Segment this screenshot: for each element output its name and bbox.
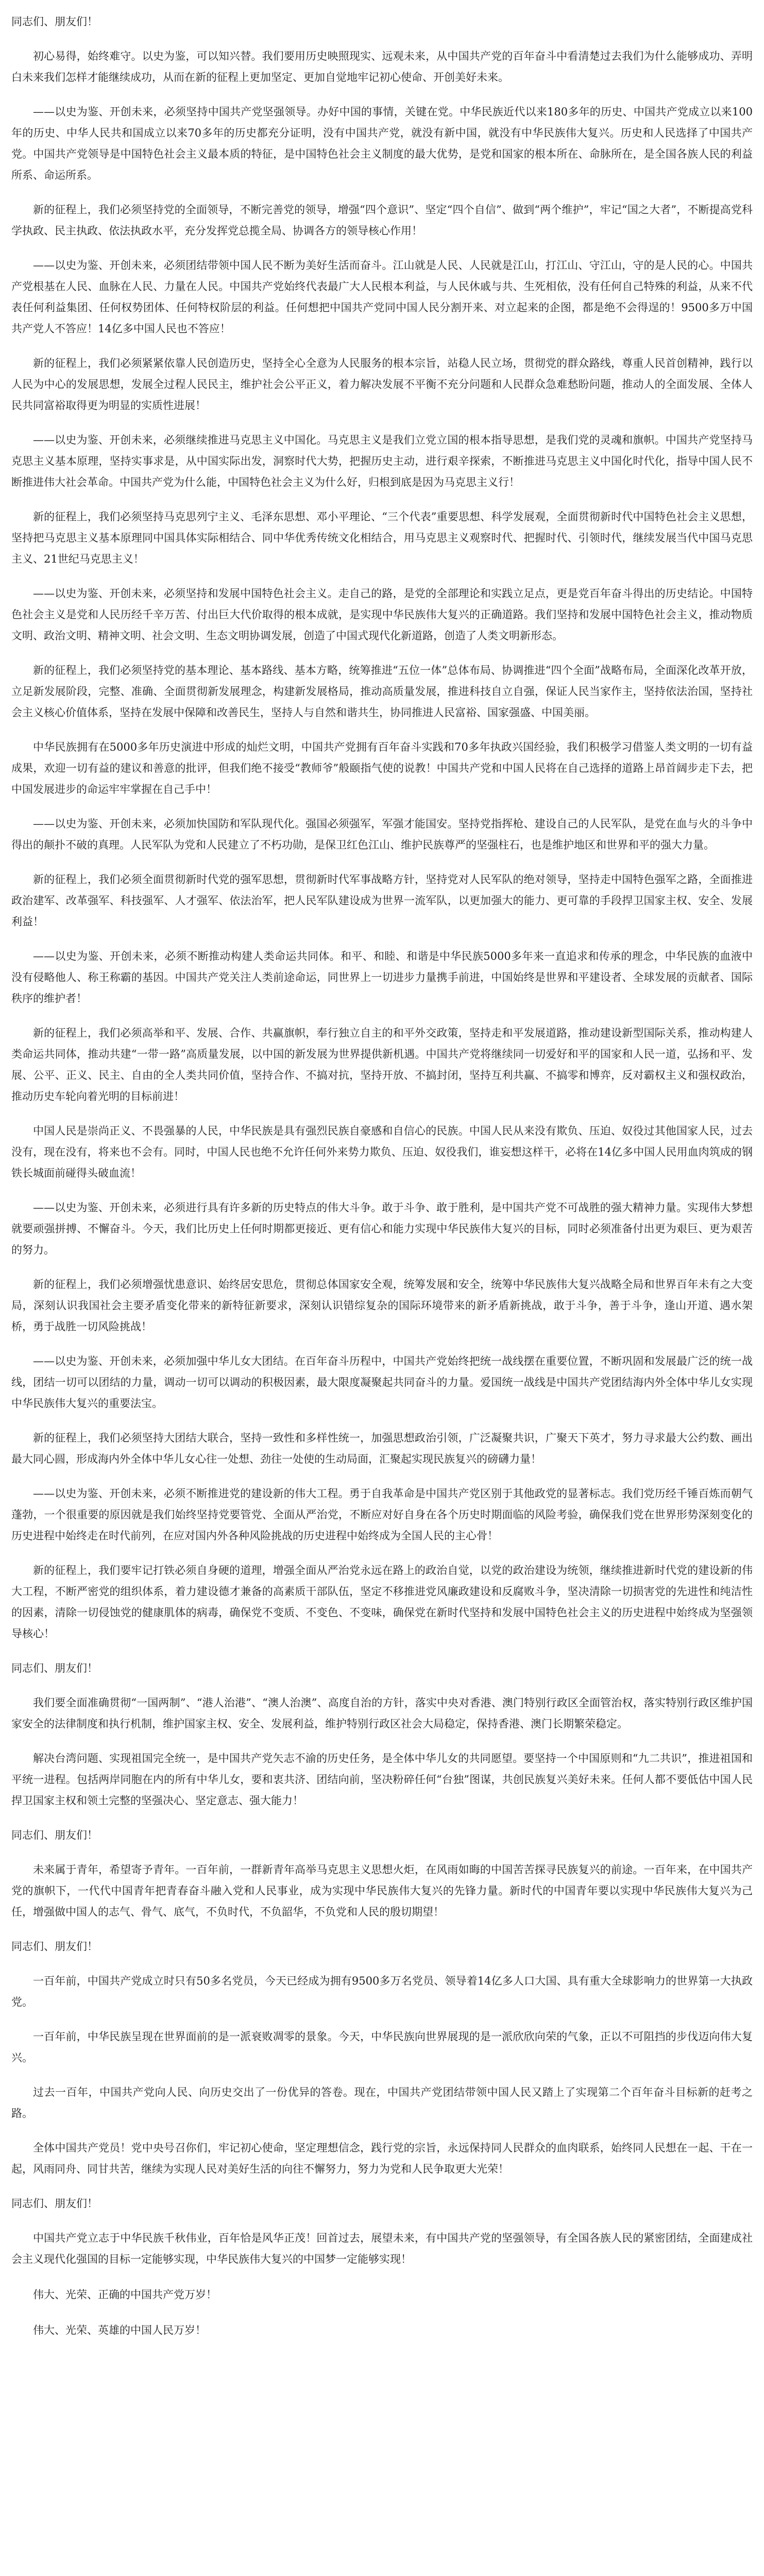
paragraph: 中国人民是崇尚正义、不畏强暴的人民，中华民族是具有强烈民族自豪感和自信心的民族。中国人民从来没有欺负、压迫、奴役过其他国家人民，过去没有，现在没有，将来也不会有。同时，中国人民也绝不允许任何外来势力欺负、压迫、奴役我们，谁妄想这样干，必将在14亿多中国人民用血肉筑成的钢铁长城面前碰得头破血流！ bbox=[11, 1125, 753, 1179]
paragraph: ——以史为鉴、开创未来，必须不断推进党的建设新的伟大工程。勇于自我革命是中国共产党区别于其他政党的显著标志。我们党历经千锤百炼而朝气蓬勃，一个很重要的原因就是我们始终坚持党要管党、全面从严治党，不断应对好自身在各个历史时期面临的风险考验，确保我们党在世界形势深刻变化的历史进程中始终走在时代前列，在应对国内外各种风险挑战的历史进程中始终成为全国人民的主心骨！ bbox=[11, 1487, 753, 1542]
salutation-opening: 同志们、朋友们！ bbox=[11, 15, 98, 28]
closing-slogan: 伟大、光荣、英雄的中国人民万岁！ bbox=[33, 2324, 206, 2336]
closing-slogan: 伟大、光荣、正确的中国共产党万岁！ bbox=[33, 2289, 217, 2301]
paragraph: 新的征程上，我们必须全面贯彻新时代党的强军思想，贯彻新时代军事战略方针，坚持党对人民军队的绝对领导，坚持走中国特色强军之路，全面推进政治建军、改革强军、科技强军、人才强军、依法治军，把人民军队建设成为世界一流军队，以更加强大的能力、更可靠的手段捍卫国家主权、安全、发展利益！ bbox=[11, 873, 753, 928]
paragraph: ——以史为鉴、开创未来，必须坚持中国共产党坚强领导。办好中国的事情，关键在党。中华民族近代以来180多年的历史、中国共产党成立以来100年的历史、中华人民共和国成立以来70多年的历史都充分证明，没有中国共产党，就没有新中国，就没有中华民族伟大复兴。历史和人民选择了中国共产党。中国共产党领导是中国特色社会主义最本质的特征，是中国特色社会主义制度的最大优势，是党和国家的根本所在、命脉所在，是全国各族人民的利益所系、命运所系。 bbox=[11, 106, 753, 181]
paragraph: 过去一百年，中国共产党向人民、向历史交出了一份优异的答卷。现在，中国共产党团结带领中国人民又踏上了实现第二个百年奋斗目标新的赶考之路。 bbox=[11, 2086, 753, 2120]
paragraph: 新的征程上，我们必须坚持大团结大联合，坚持一致性和多样性统一，加强思想政治引领，广泛凝聚共识，广聚天下英才，努力寻求最大公约数、画出最大同心圆，形成海内外全体中华儿女心往一处想、劲往一处使的生动局面，汇聚起实现民族复兴的磅礴力量！ bbox=[11, 1432, 753, 1465]
paragraph: 新的征程上，我们必须高举和平、发展、合作、共赢旗帜，奉行独立自主的和平外交政策，坚持走和平发展道路，推动建设新型国际关系，推动构建人类命运共同体，推动共建“一带一路”高质量发展，以中国的新发展为世界提供新机遇。中国共产党将继续同一切爱好和平的国家和人民一道，弘扬和平、发展、公平、正义、民主、自由的全人类共同价值，坚持合作、不搞对抗，坚持开放、不搞封闭，坚持互利共赢、不搞零和博弈，反对霸权主义和强权政治，推动历史车轮向着光明的目标前进！ bbox=[11, 1027, 753, 1103]
paragraph: 中华民族拥有在5000多年历史演进中形成的灿烂文明，中国共产党拥有百年奋斗实践和70多年执政兴国经验，我们积极学习借鉴人类文明的一切有益成果，欢迎一切有益的建议和善意的批评，但我们绝不接受“教师爷”般颐指气使的说教！中国共产党和中国人民将在自己选择的道路上昂首阔步走下去，把中国发展进步的命运牢牢掌握在自己手中！ bbox=[11, 741, 753, 795]
paragraph: 新的征程上，我们必须坚持党的基本理论、基本路线、基本方略，统筹推进“五位一体”总体布局、协调推进“四个全面”战略布局，全面深化改革开放，立足新发展阶段，完整、准确、全面贯彻新发展理念，构建新发展格局，推动高质量发展，推进科技自立自强，保证人民当家作主，坚持依法治国，坚持社会主义核心价值体系，坚持在发展中保障和改善民生，坚持人与自然和谐共生，协同推进人民富裕、国家强盛、中国美丽。 bbox=[11, 664, 753, 719]
paragraph: ——以史为鉴、开创未来，必须不断推动构建人类命运共同体。和平、和睦、和谐是中华民族5000多年来一直追求和传承的理念，中华民族的血液中没有侵略他人、称王称霸的基因。中国共产党关注人类前途命运，同世界上一切进步力量携手前进，中国始终是世界和平建设者、全球发展的贡献者、国际秩序的维护者！ bbox=[11, 950, 753, 1005]
paragraph: 新的征程上，我们必须紧紧依靠人民创造历史，坚持全心全意为人民服务的根本宗旨，站稳人民立场，贯彻党的群众路线，尊重人民首创精神，践行以人民为中心的发展思想，发展全过程人民民主，维护社会公平正义，着力解决发展不平衡不充分问题和人民群众急难愁盼问题，推动人的全面发展、全体人民共同富裕取得更为明显的实质性进展！ bbox=[11, 357, 753, 412]
salutation: 同志们、朋友们！ bbox=[11, 1662, 98, 1674]
paragraph: ——以史为鉴、开创未来，必须进行具有许多新的历史特点的伟大斗争。敢于斗争、敢于胜利，是中国共产党不可战胜的强大精神力量。实现伟大梦想就要顽强拼搏、不懈奋斗。今天，我们比历史上任何时期都更接近、更有信心和能力实现中华民族伟大复兴的目标，同时必须准备付出更为艰巨、更为艰苦的努力。 bbox=[11, 1201, 753, 1256]
paragraph: 初心易得，始终难守。以史为鉴，可以知兴替。我们要用历史映照现实、远观未来，从中国共产党的百年奋斗中看清楚过去我们为什么能够成功、弄明白未来我们怎样才能继续成功，从而在新的征程上更加坚定、更加自觉地牢记初心使命、开创美好未来。 bbox=[11, 50, 753, 83]
paragraph: 新的征程上，我们必须坚持党的全面领导，不断完善党的领导，增强“四个意识”、坚定“四个自信”、做到“两个维护”，牢记“国之大者”，不断提高党科学执政、民主执政、依法执政水平，充分发挥党总揽全局、协调各方的领导核心作用！ bbox=[11, 204, 753, 237]
paragraph: 全体中国共产党员！党中央号召你们，牢记初心使命，坚定理想信念，践行党的宗旨，永远保持同人民群众的血肉联系，始终同人民想在一起、干在一起，风雨同舟、同甘共苦，继续为实现人民对美好生活的向往不懈努力，努力为党和人民争取更大光荣！ bbox=[11, 2142, 753, 2175]
salutation: 同志们、朋友们！ bbox=[11, 1940, 98, 1953]
paragraph: 新的征程上，我们必须坚持马克思列宁主义、毛泽东思想、邓小平理论、“三个代表”重要思想、科学发展观，全面贯彻新时代中国特色社会主义思想，坚持把马克思主义基本原理同中国具体实际相结合、同中华优秀传统文化相结合，用马克思主义观察时代、把握时代、引领时代，继续发展当代中国马克思主义、21世纪马克思主义！ bbox=[11, 511, 753, 565]
paragraph: ——以史为鉴、开创未来，必须继续推进马克思主义中国化。马克思主义是我们立党立国的根本指导思想，是我们党的灵魂和旗帜。中国共产党坚持马克思主义基本原理，坚持实事求是，从中国实际出发，洞察时代大势，把握历史主动，进行艰辛探索，不断推进马克思主义中国化时代化，指导中国人民不断推进伟大社会革命。中国共产党为什么能，中国特色社会主义为什么好，归根到底是因为马克思主义行！ bbox=[11, 434, 753, 488]
salutation: 同志们、朋友们！ bbox=[11, 1829, 98, 1841]
paragraph: 新的征程上，我们要牢记打铁必须自身硬的道理，增强全面从严治党永远在路上的政治自觉，以党的政治建设为统领，继续推进新时代党的建设新的伟大工程，不断严密党的组织体系，着力建设德才兼备的高素质干部队伍，坚定不移推进党风廉政建设和反腐败斗争，坚决清除一切损害党的先进性和纯洁性的因素，清除一切侵蚀党的健康肌体的病毒，确保党不变质、不变色、不变味，确保党在新时代坚持和发展中国特色社会主义的历史进程中始终成为坚强领导核心！ bbox=[11, 1564, 753, 1640]
paragraph: 我们要全面准确贯彻“一国两制”、“港人治港”、“澳人治澳”、高度自治的方针，落实中央对香港、澳门特别行政区全面管治权，落实特别行政区维护国家安全的法律制度和执行机制，维护国家主权、安全、发展利益，维护特别行政区社会大局稳定，保持香港、澳门长期繁荣稳定。 bbox=[11, 1697, 753, 1730]
paragraph: ——以史为鉴、开创未来，必须坚持和发展中国特色社会主义。走自己的路，是党的全部理论和实践立足点，更是党百年奋斗得出的历史结论。中国特色社会主义是党和人民历经千辛万苦、付出巨大代价取得的根本成就，是实现中华民族伟大复兴的正确道路。我们坚持和发展中国特色社会主义，推动物质文明、政治文明、精神文明、社会文明、生态文明协调发展，创造了中国式现代化新道路，创造了人类文明新形态。 bbox=[11, 587, 753, 642]
paragraph: 新的征程上，我们必须增强忧患意识、始终居安思危，贯彻总体国家安全观，统筹发展和安全，统筹中华民族伟大复兴战略全局和世界百年未有之大变局，深刻认识我国社会主要矛盾变化带来的新特征新要求，深刻认识错综复杂的国际环境带来的新矛盾新挑战，敢于斗争，善于斗争，逢山开道、遇水架桥，勇于战胜一切风险挑战！ bbox=[11, 1278, 753, 1333]
paragraph: ——以史为鉴、开创未来，必须团结带领中国人民不断为美好生活而奋斗。江山就是人民、人民就是江山，打江山、守江山，守的是人民的心。中国共产党根基在人民、血脉在人民、力量在人民。中国共产党始终代表最广大人民根本利益，与人民休戚与共、生死相依，没有任何自己特殊的利益，从来不代表任何利益集团、任何权势团体、任何特权阶层的利益。任何想把中国共产党同中国人民分割开来、对立起来的企图，都是绝不会得逞的！9500多万中国共产党人不答应！14亿多中国人民也不答应！ bbox=[11, 259, 753, 335]
paragraph: 中国共产党立志于中华民族千秋伟业，百年恰是风华正茂！回首过去，展望未来，有中国共产党的坚强领导，有全国各族人民的紧密团结，全面建成社会主义现代化强国的目标一定能够实现，中华民族伟大复兴的中国梦一定能够实现！ bbox=[11, 2232, 753, 2265]
paragraph: 一百年前，中华民族呈现在世界面前的是一派衰败凋零的景象。今天，中华民族向世界展现的是一派欣欣向荣的气象，正以不可阻挡的步伐迈向伟大复兴。 bbox=[11, 2030, 753, 2064]
paragraph: ——以史为鉴、开创未来，必须加强中华儿女大团结。在百年奋斗历程中，中国共产党始终把统一战线摆在重要位置，不断巩固和发展最广泛的统一战线，团结一切可以团结的力量，调动一切可以调动的积极因素，最大限度凝聚起共同奋斗的力量。爱国统一战线是中国共产党团结海内外全体中华儿女实现中华民族伟大复兴的重要法宝。 bbox=[11, 1355, 753, 1410]
paragraph: 一百年前，中国共产党成立时只有50多名党员，今天已经成为拥有9500多万名党员、领导着14亿多人口大国、具有重大全球影响力的世界第一大执政党。 bbox=[11, 1975, 753, 2008]
paragraph: 解决台湾问题、实现祖国完全统一，是中国共产党矢志不渝的历史任务，是全体中华儿女的共同愿望。要坚持一个中国原则和“九二共识”，推进祖国和平统一进程。包括两岸同胞在内的所有中华儿女，要和衷共济、团结向前，坚决粉碎任何“台独”图谋，共创民族复兴美好未来。任何人都不要低估中国人民捍卫国家主权和领土完整的坚强决心、坚定意志、强大能力！ bbox=[11, 1752, 753, 1807]
salutation: 同志们、朋友们！ bbox=[11, 2197, 98, 2210]
paragraph: ——以史为鉴、开创未来，必须加快国防和军队现代化。强国必须强军，军强才能国安。坚持党指挥枪、建设自己的人民军队，是党在血与火的斗争中得出的颠扑不破的真理。人民军队为党和人民建立了不朽功勋，是保卫红色江山、维护民族尊严的坚强柱石，也是维护地区和世界和平的强大力量。 bbox=[11, 818, 753, 851]
paragraph: 未来属于青年，希望寄予青年。一百年前，一群新青年高举马克思主义思想火炬，在风雨如晦的中国苦苦探寻民族复兴的前途。一百年来，在中国共产党的旗帜下，一代代中国青年把青春奋斗融入党和人民事业，成为实现中华民族伟大复兴的先锋力量。新时代的中国青年要以实现中华民族伟大复兴为己任，增强做中国人的志气、骨气、底气，不负时代，不负韶华，不负党和人民的殷切期望！ bbox=[11, 1863, 753, 1918]
